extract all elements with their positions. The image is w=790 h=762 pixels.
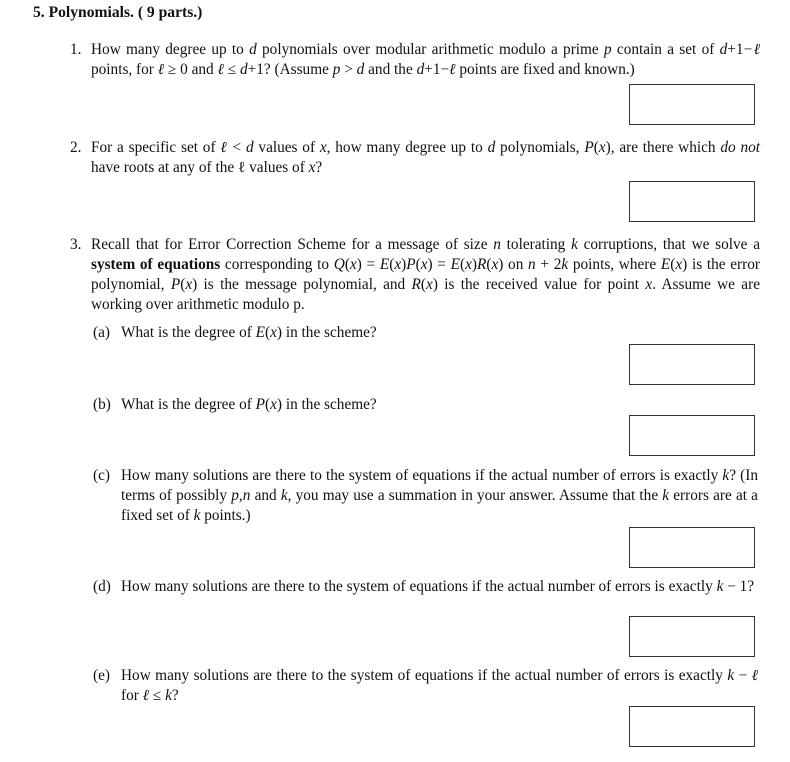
subquestion-e — [93, 666, 762, 706]
text-run: E — [660, 256, 671, 273]
subquestion-c — [93, 466, 762, 526]
text-run: contain a set of — [611, 41, 720, 58]
text-run: What is the degree of — [121, 396, 256, 413]
question-text — [91, 138, 764, 178]
text-run: p — [604, 41, 612, 58]
subquestion-a — [93, 323, 758, 343]
text-run: system of equations — [91, 256, 221, 273]
text-run: ≤ — [223, 61, 240, 78]
text-run: ? (In terms of possibly — [121, 467, 762, 504]
text-run: ( — [459, 256, 466, 273]
text-run: +1− — [727, 41, 753, 58]
text-run: k — [662, 487, 670, 504]
text-run: ≤ — [149, 687, 166, 704]
text-run: +1− — [424, 61, 450, 78]
subquestion-text — [121, 466, 762, 526]
text-run: p — [231, 487, 239, 504]
text-run: k — [722, 467, 730, 484]
text-run: values of — [245, 159, 309, 176]
text-run: d — [249, 41, 257, 58]
text-run: ( — [486, 256, 492, 273]
text-run: tolerating — [500, 236, 572, 253]
text-run: x — [426, 276, 433, 293]
text-run: k — [193, 507, 201, 524]
text-run: points.) — [200, 507, 251, 524]
question-1 — [70, 40, 764, 80]
subquestion-d — [93, 577, 758, 597]
text-run: ℓ — [217, 61, 224, 78]
text-run: ( — [265, 324, 271, 341]
subquestion-text — [121, 666, 762, 706]
answer-box-3c[interactable] — [629, 527, 755, 568]
text-run: and the — [364, 61, 417, 78]
text-run: > — [340, 61, 357, 78]
text-run: for — [121, 667, 762, 704]
text-run: ℓ — [237, 159, 246, 176]
text-run: values of — [253, 139, 320, 156]
text-run: , — [238, 487, 243, 504]
text-run: R — [411, 276, 421, 293]
text-run: P — [255, 396, 265, 413]
text-run: How many solutions are there to the system of equations if the actual number of errors is exactly — [121, 467, 723, 484]
text-run: and — [250, 487, 281, 504]
text-run: ℓ — [752, 41, 760, 58]
text-run: k — [280, 487, 288, 504]
text-run: k — [165, 687, 172, 704]
text-run: ) in the scheme? — [276, 324, 377, 341]
text-run: R — [476, 256, 487, 273]
text-run: + 2 — [535, 256, 562, 273]
text-run: polynomials over modular arithmetic modulo a prime — [256, 41, 604, 58]
text-run: p — [293, 296, 301, 313]
text-run: ) = — [427, 256, 451, 273]
text-run: d — [239, 61, 248, 78]
text-run: P — [584, 139, 594, 156]
text-run: ) is the received value for point — [432, 276, 646, 293]
subquestion-text — [121, 395, 758, 415]
text-run: x — [270, 324, 277, 341]
text-run: ℓ — [220, 139, 228, 156]
text-run: x — [308, 159, 316, 176]
text-run: ) is the message polynomial, and — [192, 276, 412, 293]
text-run: d — [719, 41, 728, 58]
question-text — [91, 40, 764, 80]
text-run: − — [734, 667, 752, 684]
text-run: k — [561, 256, 569, 273]
section-title: 5. Polynomials. ( 9 parts.) — [33, 4, 203, 21]
text-run: points are fixed and known.) — [455, 61, 635, 78]
text-run: have roots at any of the — [91, 139, 764, 176]
text-run: ≥ 0 and — [164, 61, 218, 78]
question-text — [91, 235, 764, 315]
text-run: ( — [415, 256, 421, 273]
question-number: 2. — [70, 139, 82, 156]
text-run: n — [493, 236, 501, 253]
text-run: ℓ — [142, 687, 150, 704]
text-run: How many solutions are there to the system of equations if the actual number of errors is exactly — [121, 667, 728, 684]
text-run: errors are at a fixed set of — [121, 487, 762, 524]
text-run: ? — [315, 159, 323, 176]
text-run: n — [528, 256, 536, 273]
text-run: corruptions, that we solve a — [577, 236, 764, 253]
text-run: . Assume we are working over arithmetic modulo — [91, 276, 764, 313]
text-run: ( — [670, 256, 676, 273]
text-run: n — [242, 487, 251, 504]
text-run: x — [319, 139, 327, 156]
answer-box-2[interactable] — [629, 181, 755, 222]
text-run: E — [255, 324, 265, 341]
text-run: k — [716, 578, 724, 595]
question-number: 3. — [70, 236, 82, 253]
text-run: . — [300, 296, 305, 313]
text-run: corresponding to — [220, 256, 334, 273]
answer-box-3b[interactable] — [629, 415, 755, 456]
text-run: ) on — [498, 256, 529, 273]
text-run: x — [349, 256, 357, 273]
text-run: ( — [180, 276, 186, 293]
subquestion-text — [121, 577, 758, 597]
text-run: +1? (Assume — [247, 61, 333, 78]
question-number: 1. — [70, 41, 82, 58]
text-run: P — [406, 256, 416, 273]
text-run: − 1? — [723, 578, 755, 595]
text-run: ) in the scheme? — [276, 396, 377, 413]
text-run: < — [227, 139, 246, 156]
subquestion-label: (c) — [93, 467, 110, 484]
text-run: E — [450, 256, 460, 273]
answer-box-1[interactable] — [629, 84, 755, 125]
text-run: k — [571, 236, 578, 253]
text-run: points, for — [91, 41, 764, 78]
text-run: ( — [593, 139, 599, 156]
subquestion-label: (b) — [93, 396, 111, 413]
text-run: d — [487, 139, 496, 156]
text-run: p — [332, 61, 341, 78]
text-run: P — [170, 276, 181, 293]
text-run: ℓ — [751, 667, 758, 684]
text-run: k — [727, 667, 735, 684]
text-run: x — [185, 276, 193, 293]
text-run: E — [379, 256, 390, 273]
answer-box-3d[interactable] — [629, 616, 755, 657]
text-run: x — [491, 256, 499, 273]
text-run: d — [245, 139, 254, 156]
subquestion-label: (d) — [93, 578, 111, 595]
text-run: ( — [420, 276, 427, 293]
text-run: What is the degree of — [121, 324, 256, 341]
text-run: ( — [265, 396, 271, 413]
question-3 — [70, 235, 764, 315]
text-run: ) is the error polynomial, — [91, 256, 764, 293]
text-run: ) = — [356, 256, 380, 273]
text-run: do not — [720, 139, 761, 156]
answer-box-3e[interactable] — [629, 706, 755, 747]
text-run: Recall that for Error Correction Scheme for a message of size — [91, 236, 494, 253]
text-run: ? — [171, 687, 179, 704]
text-run: x — [394, 256, 402, 273]
text-run: For a specific set of — [91, 139, 221, 156]
text-run: x — [420, 256, 428, 273]
text-run: ) — [471, 256, 477, 273]
text-run: d — [356, 61, 365, 78]
text-run: , you may use a summation in your answer. Assume that the — [287, 487, 663, 504]
question-2 — [70, 138, 764, 178]
text-run: points, where — [568, 256, 661, 273]
text-run: Q — [333, 256, 345, 273]
text-run: x — [465, 256, 472, 273]
text-run: x — [270, 396, 277, 413]
subquestion-label: (a) — [93, 324, 110, 341]
text-run: How many degree up to — [91, 41, 250, 58]
text-run: ), are there which — [605, 139, 721, 156]
subquestion-text — [121, 323, 758, 343]
subquestion-label: (e) — [93, 667, 110, 684]
text-run: , how many degree up to — [326, 139, 488, 156]
text-run: x — [598, 139, 606, 156]
text-run: d — [416, 61, 425, 78]
text-run: ) — [401, 256, 407, 273]
text-run: ( — [389, 256, 395, 273]
subquestion-b — [93, 395, 758, 415]
text-run: How many solutions are there to the system of equations if the actual number of errors is exactly — [121, 578, 717, 595]
text-run: ( — [344, 256, 350, 273]
text-run: x — [645, 276, 653, 293]
text-run: ℓ — [157, 61, 165, 78]
text-run: polynomials, — [495, 139, 585, 156]
answer-box-3a[interactable] — [629, 344, 755, 385]
text-run: ℓ — [449, 61, 456, 78]
text-run: x — [675, 256, 683, 273]
